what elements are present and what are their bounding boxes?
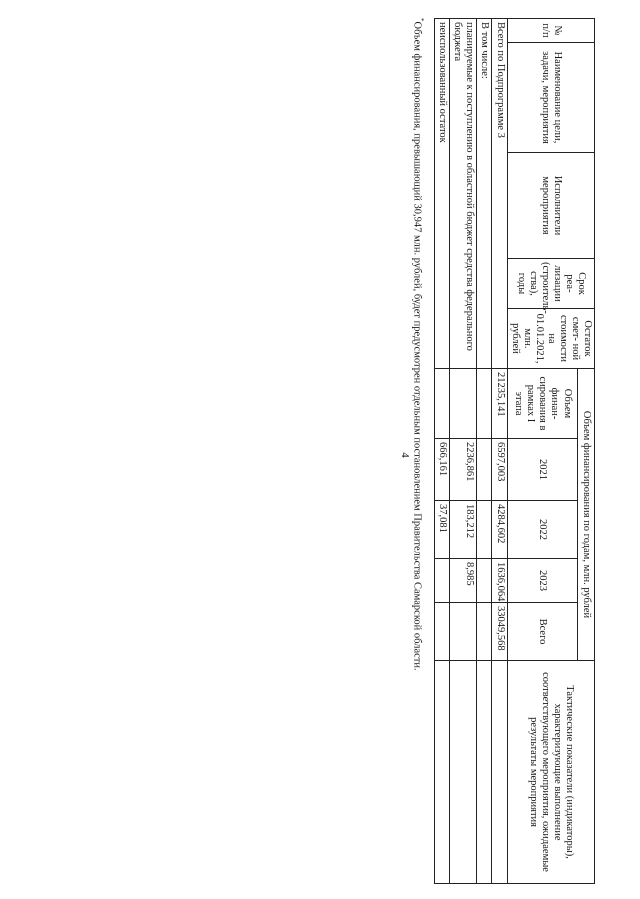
cell-stage1 xyxy=(450,369,477,439)
header-2022: 2022 xyxy=(507,501,578,559)
header-2023: 2023 xyxy=(507,559,578,603)
cell-indicators xyxy=(492,661,507,884)
cell-indicators xyxy=(477,661,492,884)
cell-2023: 1636,064 xyxy=(492,559,507,603)
header-funding-group: Объем финансирования по годам, млн. рублей xyxy=(578,369,595,661)
cell-2023 xyxy=(477,559,492,603)
cell-2022: 4284,602 xyxy=(492,501,507,559)
header-term: Срок реа- лизации (строитель- ства), годы xyxy=(507,259,594,309)
header-indicators: Тактические показатели (индикаторы), характеризующие выполнение соответствующего мероприятия, ожидаемые результаты мероприятия xyxy=(507,661,594,884)
cell-indicators xyxy=(450,661,477,884)
row-label: В том числе: xyxy=(477,19,492,369)
header-balance: Остаток смет- ной стоимости на 01.01.2021, млн. рублей xyxy=(507,309,594,369)
cell-2021: 2236,861 xyxy=(450,439,477,501)
header-num: № п/п xyxy=(507,19,594,43)
cell-stage1: 21235,141 xyxy=(492,369,507,439)
row-label: Всего по Подпрограмме 3 xyxy=(492,19,507,369)
header-total: Всего xyxy=(507,603,578,661)
footnote-mark: * xyxy=(417,18,425,22)
row-label: неиспользованный остаток xyxy=(435,19,450,369)
cell-2023: 8,985 xyxy=(450,559,477,603)
page-number: 4 xyxy=(398,452,411,458)
cell-2021 xyxy=(477,439,492,501)
rotated-page xyxy=(55,18,595,888)
cell-2022: 37,081 xyxy=(435,501,450,559)
total-row xyxy=(492,19,507,884)
cell-2022 xyxy=(477,501,492,559)
header-executors: Исполнители мероприятия xyxy=(507,153,594,259)
cell-2023 xyxy=(435,559,450,603)
footnote xyxy=(410,18,425,878)
header-stage1: Объем финан- сирования в рамках I этапа xyxy=(507,369,578,439)
header-2021: 2021 xyxy=(507,439,578,501)
federal-row xyxy=(450,19,477,884)
cell-total xyxy=(450,603,477,661)
cell-indicators xyxy=(435,661,450,884)
cell-2021: 666,161 xyxy=(435,439,450,501)
header-name: Наименование цели, задачи, мероприятия xyxy=(507,43,594,153)
cell-2021: 6597,003 xyxy=(492,439,507,501)
funding-table xyxy=(434,18,595,884)
cell-total xyxy=(435,603,450,661)
footnote-text: Объем финансирования, превышающий 30,947 млн. рублей, будет предусмотрен отдельным постановлением Правительства Самарской области. xyxy=(411,21,423,671)
cell-total xyxy=(477,603,492,661)
cell-total: 33049,568 xyxy=(492,603,507,661)
cell-stage1 xyxy=(435,369,450,439)
header-row-1 xyxy=(578,19,595,884)
cell-2022: 183,212 xyxy=(450,501,477,559)
cell-stage1 xyxy=(477,369,492,439)
row-label: планируемые к поступлению в областной бюджет средства федерального бюджета xyxy=(450,19,477,369)
unused-balance-row xyxy=(435,19,450,884)
subheader-row xyxy=(477,19,492,884)
